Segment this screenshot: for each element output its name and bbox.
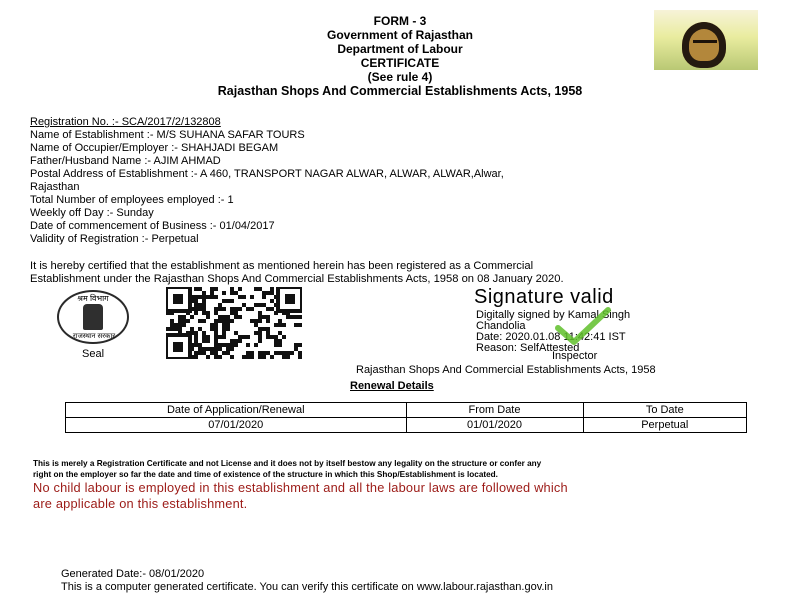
commencement-date: Date of commencement of Business :- 01/04/2017: [30, 220, 275, 232]
owner-photo: [654, 10, 758, 70]
table-header: To Date: [583, 403, 746, 418]
department-title: Department of Labour: [337, 42, 463, 56]
notice-line: No child labour is employed in this establishment and all the labour laws are followed which: [33, 480, 568, 495]
father-husband-name: Father/Husband Name :- AJIM AHMAD: [30, 155, 221, 167]
table-cell: 07/01/2020: [66, 418, 407, 433]
certification-line: Establishment under the Rajasthan Shops And Commercial Establishments Acts, 1958 on 08 January 2020.: [30, 273, 564, 285]
postal-address: Postal Address of Establishment :- A 460, TRANSPORT NAGAR ALWAR, ALWAR, ALWAR,Alwar,: [30, 168, 504, 180]
act-title: Rajasthan Shops And Commercial Establishments Acts, 1958: [217, 84, 583, 98]
registration-number: Registration No. :- SCA/2017/2/132808: [30, 116, 221, 128]
disclaimer: [33, 458, 778, 480]
verification-note: This is a computer generated certificate. You can verify this certificate on www.labour.rajasthan.gov.in: [61, 581, 553, 593]
checkmark-icon: [550, 304, 614, 348]
signer-name-cont: Chandolia: [476, 320, 526, 332]
table-cell: 01/01/2020: [406, 418, 583, 433]
renewal-table: [65, 402, 747, 433]
registration-validity: Validity of Registration :- Perpetual: [30, 233, 199, 245]
establishment-name: Name of Establishment :- M/S SUHANA SAFAR TOURS: [30, 129, 305, 141]
disclaimer-line: right on the employer so far the date and time of existence of the structure in which this Shop/Establishment is located.: [33, 470, 498, 479]
generated-date: Generated Date:- 08/01/2020: [61, 568, 205, 580]
signature-reason: Reason: SelfAttested: [476, 342, 580, 354]
postal-address-cont: Rajasthan: [30, 181, 80, 193]
signature-status: Signature valid: [474, 286, 614, 308]
registration-details: [30, 116, 750, 246]
table-header: Date of Application/Renewal: [66, 403, 407, 418]
signature-date: Date: 2020.01.08 11:42:41 IST: [476, 331, 626, 343]
inspector-act: Rajasthan Shops And Commercial Establishments Acts, 1958: [356, 364, 656, 376]
seal-emblem-icon: [57, 290, 129, 344]
form-number: FORM - 3: [373, 14, 427, 28]
seal-bottom-text: राजस्थान सरकार: [72, 333, 116, 340]
certificate-title: CERTIFICATE: [360, 56, 440, 70]
table-header: From Date: [406, 403, 583, 418]
disclaimer-line: This is merely a Registration Certificate and not License and it does not by itself bestow any legality on the structure or confer any: [33, 459, 542, 468]
seal-label: Seal: [82, 348, 105, 360]
weekly-off-day: Weekly off Day :- Sunday: [30, 207, 154, 219]
notice-line: are applicable on this establishment.: [33, 496, 248, 511]
certification-line: It is hereby certified that the establishment as mentioned herein has been registered as a Commercial: [30, 260, 534, 272]
occupier-name: Name of Occupier/Employer :- SHAHJADI BEGAM: [30, 142, 279, 154]
table-row: [66, 418, 747, 433]
employee-count: Total Number of employees employed :- 1: [30, 194, 234, 206]
child-labour-notice: [33, 480, 783, 512]
inspector-title: Inspector: [552, 350, 598, 362]
signed-by: Digitally signed by Kamal Singh: [476, 309, 631, 321]
government-title: Government of Rajasthan: [326, 28, 474, 42]
rule-reference: (See rule 4): [367, 70, 433, 84]
table-cell: Perpetual: [583, 418, 746, 433]
qr-code-icon: [166, 287, 302, 359]
seal-top-text: श्रम विभाग: [77, 294, 109, 303]
renewal-title: Renewal Details: [350, 380, 434, 392]
table-header-row: [66, 403, 747, 418]
certification-text: [30, 260, 780, 286]
